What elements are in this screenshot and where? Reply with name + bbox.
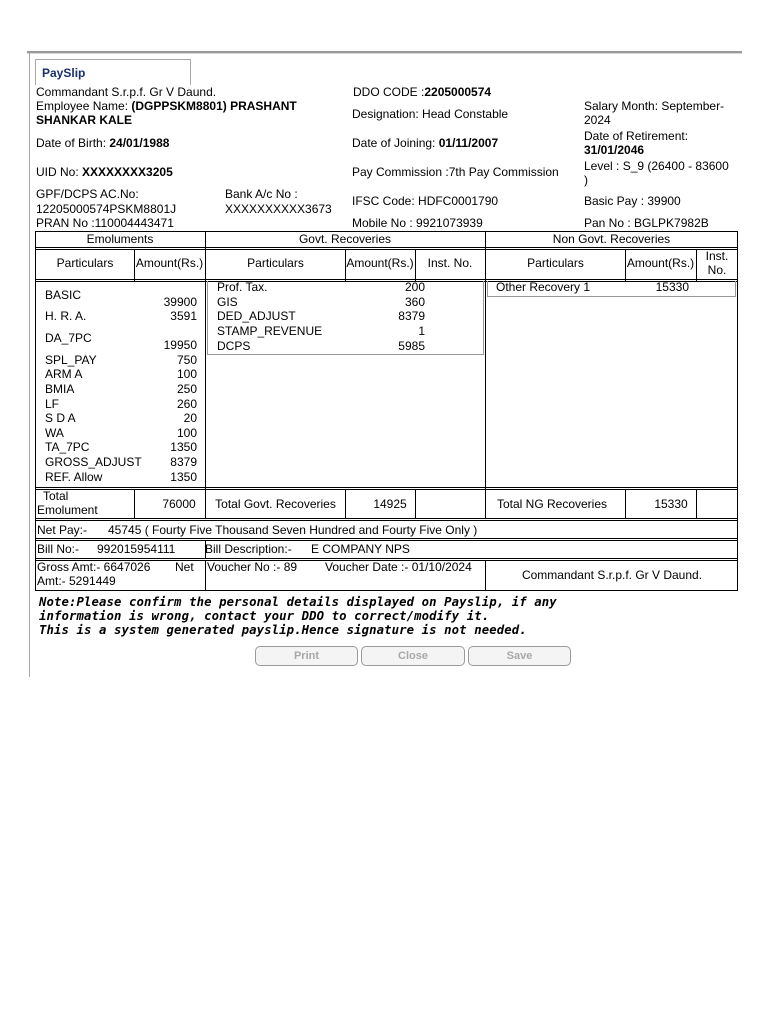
- govt-recovery-amount: 1: [418, 324, 425, 338]
- total-ng-value: 15330: [654, 497, 688, 511]
- totals-divider-2: [35, 489, 738, 490]
- date-of-retirement: 31/01/2046: [584, 143, 645, 157]
- col-inst-no: Inst. No.: [427, 256, 473, 270]
- total-emolument-value: 76000: [162, 497, 196, 511]
- emolument-name: WA: [45, 426, 64, 440]
- emolument-amount: 750: [176, 353, 197, 367]
- col-particulars: Particulars: [56, 256, 114, 270]
- emolument-amount: 20: [183, 411, 197, 425]
- emolument-amount: 3591: [170, 309, 197, 323]
- note-line-2: information is wrong, contact your DDO to correct/modify it.: [39, 609, 490, 623]
- total-govt-value: 14925: [373, 497, 407, 511]
- uid-no: UID No: XXXXXXXX3205: [36, 165, 173, 179]
- office-name: Commandant S.r.p.f. Gr V Daund.: [36, 85, 217, 99]
- date-of-retirement-label: Date of Retirement:: [584, 129, 689, 143]
- designation: Designation: Head Constable: [352, 107, 509, 121]
- emolument-name: BMIA: [45, 382, 75, 396]
- col-inst-no-2: No.: [707, 263, 727, 277]
- ng-recovery-name: Other Recovery 1: [496, 280, 591, 294]
- frame-left-border: [29, 53, 30, 677]
- govt-recovery-amount: 5985: [398, 339, 425, 353]
- emolument-amount: 19950: [163, 338, 197, 352]
- gpf-label: GPF/DCPS AC.No:: [36, 187, 139, 201]
- emolument-name: LF: [45, 397, 60, 411]
- save-button[interactable]: Save: [468, 646, 571, 666]
- govt-recovery-name: STAMP_REVENUE: [217, 324, 323, 338]
- voucher-date: Voucher Date :- 01/10/2024: [325, 560, 472, 574]
- pay-level: Level : S_9 (26400 - 83600: [584, 159, 729, 173]
- emolument-amount: 100: [176, 426, 197, 440]
- note-line-3: This is a system generated payslip.Hence signature is not needed.: [39, 623, 527, 637]
- emolument-name: SPL_PAY: [45, 353, 97, 367]
- bank-ac-no: XXXXXXXXXX3673: [225, 202, 332, 216]
- ifsc-code: IFSC Code: HDFC0001790: [352, 194, 499, 208]
- pan-no: Pan No : BGLPK7982B: [584, 216, 709, 230]
- emolument-name: S D A: [45, 411, 76, 425]
- voucher-col-sep: [205, 560, 206, 591]
- total-govt-label: Total Govt. Recoveries: [215, 497, 336, 511]
- total-emolument-label: Total: [43, 489, 69, 503]
- net-pay-value: 45745 ( Fourty Five Thousand Seven Hundred and Fourty Five Only ): [108, 523, 478, 537]
- net-pay-divider-2: [35, 520, 738, 521]
- govt-recovery-amount: 8379: [398, 309, 425, 323]
- emolument-amount: 39900: [163, 295, 197, 309]
- emolument-name: REF. Allow: [45, 470, 103, 484]
- section-non-govt-recoveries: Non Govt. Recoveries: [552, 232, 671, 246]
- col-amount: Amount(Rs.): [626, 256, 695, 270]
- frame-top-border-light: [27, 53, 742, 54]
- gpf-no: 12205000574PSKM8801J: [36, 202, 177, 216]
- signatory: Commandant S.r.p.f. Gr V Daund.: [521, 568, 703, 582]
- emoluments-divider: [205, 231, 206, 518]
- net-amount-label: Net: [175, 560, 194, 574]
- col-amount: Amount(Rs.): [135, 256, 204, 270]
- govt-recovery-amount: 360: [404, 295, 425, 309]
- salary-month-year: 2024: [584, 113, 611, 127]
- emolument-name: TA_7PC: [45, 440, 90, 454]
- col-particulars: Particulars: [247, 256, 304, 270]
- emolument-amount: 100: [176, 367, 197, 381]
- section-header-divider: [35, 247, 738, 248]
- close-button[interactable]: Close: [361, 646, 465, 666]
- emolument-name: BASIC: [45, 288, 82, 302]
- pran-no: PRAN No :110004443471: [36, 216, 174, 230]
- govt-recovery-amount: 200: [404, 280, 425, 294]
- basic-pay: Basic Pay : 39900: [584, 194, 681, 208]
- emolument-name: GROSS_ADJUST: [45, 455, 142, 469]
- emolument-amount: 260: [176, 397, 197, 411]
- emolument-amount: 250: [176, 382, 197, 396]
- bill-no: 992015954111: [97, 542, 176, 556]
- note-line-1: Note:Please confirm the personal details displayed on Payslip, if any: [39, 595, 557, 609]
- tab-payslip[interactable]: [35, 59, 191, 85]
- bill-description-label: Bill Description:-: [205, 542, 292, 556]
- date-of-birth: Date of Birth: 24/01/1988: [36, 136, 170, 150]
- date-of-joining: Date of Joining: 01/11/2007: [352, 136, 499, 150]
- total-emolument-label-2: Emolument: [37, 503, 98, 517]
- bill-description: E COMPANY NPS: [311, 542, 410, 556]
- govt-recovery-name: GIS: [217, 295, 238, 309]
- govt-recovery-name: DCPS: [217, 339, 251, 353]
- salary-month: Salary Month: September-: [584, 99, 725, 113]
- section-emoluments: Emoluments: [86, 232, 154, 246]
- col-particulars: Particulars: [527, 256, 584, 270]
- totals-divider: [35, 487, 738, 488]
- print-button[interactable]: Print: [255, 646, 358, 666]
- govt-recovery-name: DED_ADJUST: [217, 309, 296, 323]
- bill-no-label: Bill No:-: [37, 542, 80, 556]
- section-govt-recoveries: Govt. Recoveries: [298, 232, 392, 246]
- emolument-name: H. R. A.: [45, 309, 87, 323]
- voucher-no: Voucher No :- 89: [207, 560, 298, 574]
- pay-level-end: ): [584, 173, 588, 187]
- emolument-amount: 8379: [170, 455, 197, 469]
- bill-divider-2: [35, 540, 738, 541]
- bank-ac-label: Bank A/c No :: [225, 187, 298, 201]
- section-header-divider-2: [35, 249, 738, 250]
- employee-name: Employee Name: (DGPPSKM8801) PRASHANT: [36, 99, 297, 113]
- govt-recovery-name: Prof. Tax.: [217, 280, 268, 294]
- ng-recovery-amount: 15330: [655, 280, 689, 294]
- emolument-name: ARM A: [45, 367, 83, 381]
- gross-amount: Gross Amt:- 6647026: [37, 560, 151, 574]
- bill-divider: [35, 538, 738, 539]
- total-ng-label: Total NG Recoveries: [496, 497, 608, 511]
- net-amount: Amt:- 5291449: [37, 574, 116, 588]
- net-pay-label: Net Pay:-: [37, 523, 88, 537]
- emolument-amount: 1350: [170, 440, 197, 454]
- tab-payslip-label: PaySlip: [42, 66, 86, 80]
- mobile-no: Mobile No : 9921073939: [352, 216, 483, 230]
- govt-divider: [485, 231, 486, 518]
- voucher-divider: [35, 558, 738, 559]
- net-pay-divider: [35, 518, 738, 519]
- emolument-amount: 1350: [170, 470, 197, 484]
- ddo-code: DDO CODE :2205000574: [353, 85, 492, 99]
- emolument-name: DA_7PC: [45, 331, 92, 345]
- pay-commission: Pay Commission :7th Pay Commission: [352, 165, 559, 179]
- employee-name-line2: SHANKAR KALE: [36, 113, 132, 127]
- col-amount: Amount(Rs.): [346, 256, 414, 270]
- col-inst: Inst.: [705, 249, 729, 263]
